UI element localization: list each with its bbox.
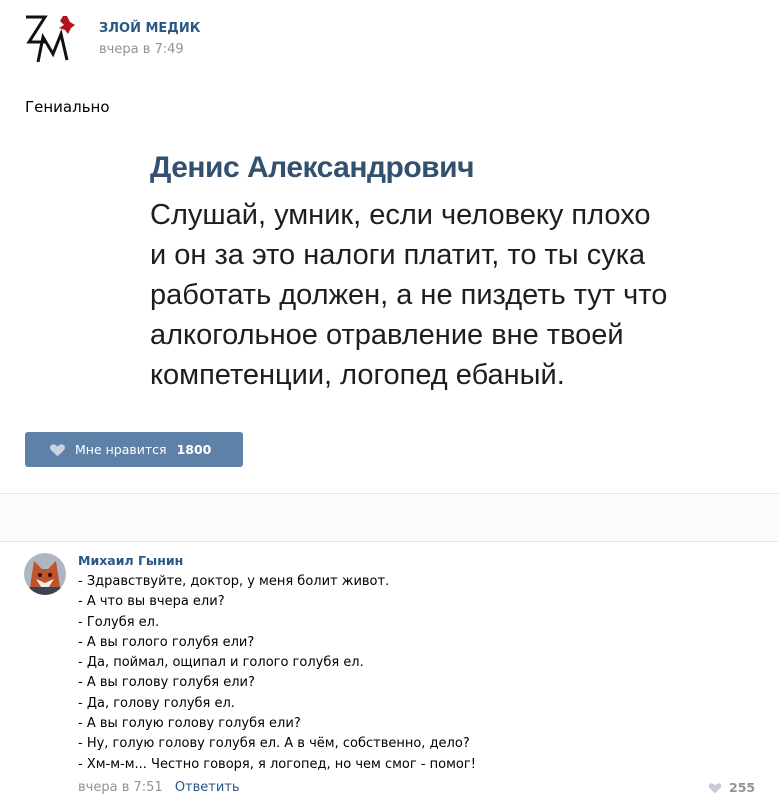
comment-time[interactable]: вчера в 7:51 bbox=[78, 780, 163, 795]
comment-line: - Здравствуйте, доктор, у меня болит живот. bbox=[78, 574, 390, 589]
heart-outline-icon bbox=[708, 782, 722, 794]
like-button[interactable] bbox=[25, 432, 243, 467]
comment-author[interactable]: Михаил Гынин bbox=[78, 553, 184, 568]
comment-line: - А вы голую голову голубя ели? bbox=[78, 716, 301, 732]
comment-line: - Голубя ел. bbox=[78, 614, 160, 630]
divider bbox=[0, 541, 779, 542]
comment-line: - Хм-м-м... Честно говоря, я логопед, но чем смог - помог! bbox=[78, 756, 476, 772]
comment-text bbox=[78, 572, 476, 775]
quote-text: Слушай, умник, если человеку плохо и он за это налоги платит, то ты сука работать должен, а не пиздеть тут что алкогольное отравление вне твоей компетенции, логопед ебаный. bbox=[150, 199, 668, 391]
comment-line: - Да, поймал, ощипал и голого голубя ел. bbox=[78, 655, 364, 671]
post-time[interactable]: вчера в 7:49 bbox=[99, 42, 184, 57]
post-text: Гениально bbox=[25, 98, 110, 116]
comments-gap bbox=[0, 494, 779, 541]
comment-line: - А вы голого голубя ели? bbox=[78, 634, 255, 650]
comment-line: - Да, голову голубя ел. bbox=[78, 695, 235, 711]
comment-line: - А что вы вчера ели? bbox=[78, 594, 225, 610]
like-count: 1800 bbox=[176, 442, 212, 457]
reply-link[interactable]: Ответить bbox=[174, 780, 240, 795]
heart-icon bbox=[49, 443, 66, 457]
post-author[interactable]: ЗЛОЙ МЕДИК bbox=[99, 21, 201, 36]
comment-line: - Ну, голую голову голубя ел. А в чём, собственно, дело? bbox=[78, 736, 470, 752]
like-label: Мне нравится bbox=[75, 442, 167, 457]
community-logo bbox=[23, 12, 77, 66]
comment-footer bbox=[78, 780, 240, 795]
comment-avatar[interactable] bbox=[24, 553, 66, 595]
fox-avatar-icon bbox=[24, 553, 66, 595]
comment-line: - А вы голову голубя ели? bbox=[78, 675, 255, 691]
post-image[interactable] bbox=[150, 145, 750, 405]
quote-author: Денис Александрович bbox=[150, 151, 474, 184]
comment-like-button[interactable] bbox=[708, 780, 755, 795]
comment-like-count: 255 bbox=[729, 780, 756, 795]
community-avatar[interactable] bbox=[23, 12, 77, 66]
